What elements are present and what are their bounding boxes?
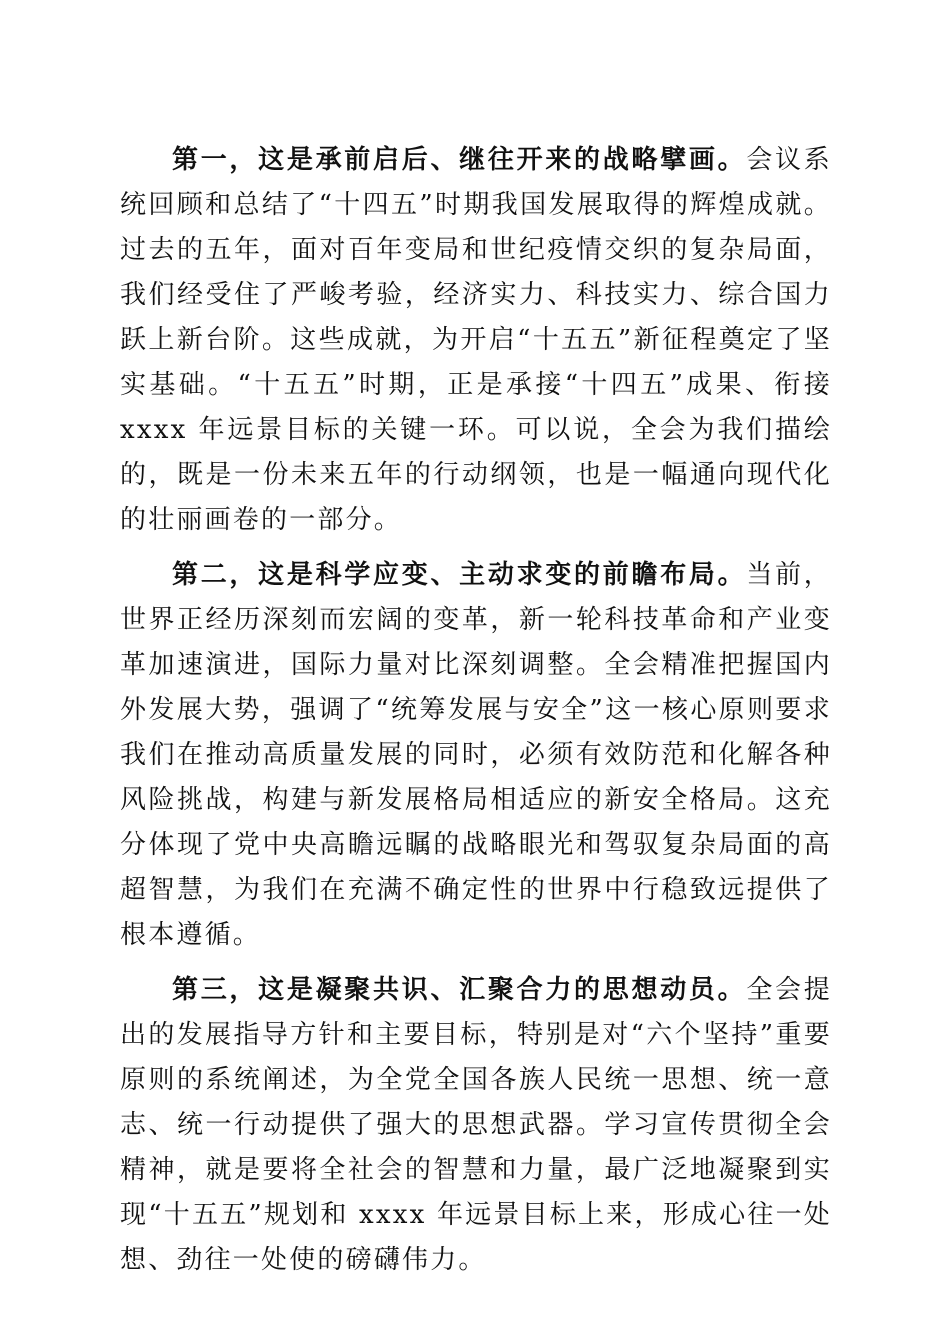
paragraph-2 bbox=[120, 553, 832, 958]
paragraph-1-body: 会议系统回顾和总结了“十四五”时期我国发展取得的辉煌成就。过去的五年，面对百年变局和世纪疫情交织的复杂局面，我们经受住了严峻考验，经济实力、科技实力、综合国力跃上新台阶。这些成就，为开启“十五五”新征程奠定了坚实基础。“十五五”时期，正是承接“十四五”成果、衔接 xxxx 年远景目标的关键一环。可以说，全会为我们描绘的，既是一份未来五年的行动纲领，也是一幅通向现代化的壮丽画卷的一部分。 bbox=[120, 145, 832, 535]
paragraph-2-body: 当前，世界正经历深刻而宏阔的变革，新一轮科技革命和产业变革加速演进，国际力量对比深刻调整。全会精准把握国内外发展大势，强调了“统筹发展与安全”这一核心原则要求我们在推动高质量发展的同时，必须有效防范和化解各种风险挑战，构建与新发展格局相适应的新安全格局。这充分体现了党中央高瞻远瞩的战略眼光和驾驭复杂局面的高超智慧，为我们在充满不确定性的世界中行稳致远提供了根本遵循。 bbox=[120, 560, 832, 950]
paragraph-3 bbox=[120, 968, 832, 1283]
paragraph-1 bbox=[120, 138, 832, 543]
paragraph-1-lead: 第一，这是承前启后、继往开来的战略擘画。 bbox=[172, 145, 747, 175]
paragraph-3-lead: 第三，这是凝聚共识、汇聚合力的思想动员。 bbox=[172, 975, 747, 1005]
paragraph-2-lead: 第二，这是科学应变、主动求变的前瞻布局。 bbox=[172, 560, 747, 590]
document-body bbox=[120, 138, 832, 1293]
paragraph-3-body: 全会提出的发展指导方针和主要目标，特别是对“六个坚持”重要原则的系统阐述，为全党全国各族人民统一思想、统一意志、统一行动提供了强大的思想武器。学习宣传贯彻全会精神，就是要将全社会的智慧和力量，最广泛地凝聚到实现“十五五”规划和 xxxx 年远景目标上来，形成心往一处想、劲往一处使的磅礴伟力。 bbox=[120, 975, 832, 1275]
